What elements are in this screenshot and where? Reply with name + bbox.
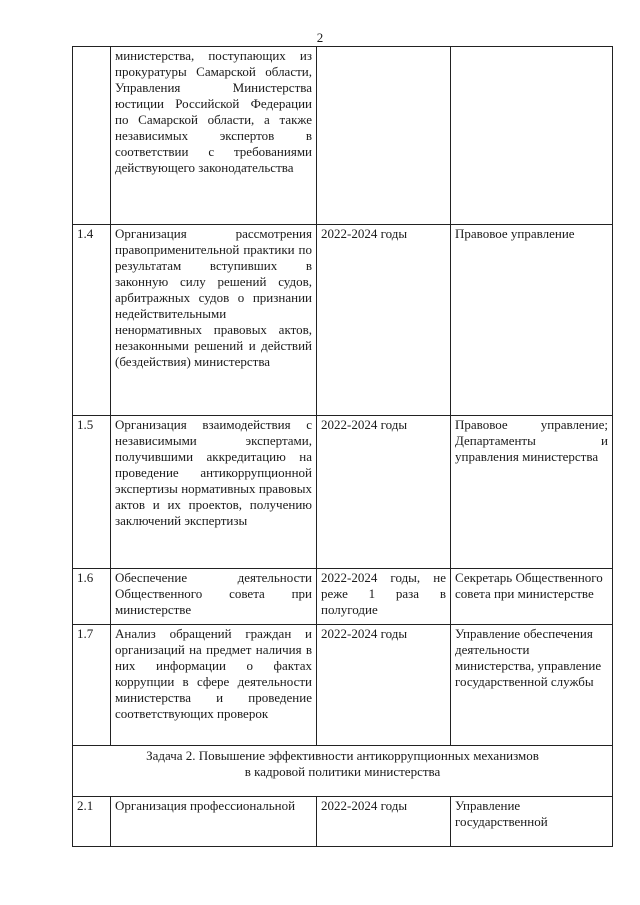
table-row [73,569,613,625]
task-heading-row [73,746,613,797]
row-number: 1.5 [73,416,111,569]
term-cell: 2022-2024 годы [317,797,451,847]
term-cell: 2022-2024 годы [317,625,451,746]
table-row [73,47,613,225]
responsible-cell: Секретарь Общественного совета при министерстве [451,569,613,625]
row-number: 1.7 [73,625,111,746]
activity-cell: министерства, поступающих из прокуратуры Самарской области, Управления Министерства юстиции Российской Федерации по Самарской области, а также независимых экспертов в соответствии с требованиями действующего законодательства [111,47,317,225]
row-number: 2.1 [73,797,111,847]
term-cell [317,47,451,225]
term-cell: 2022-2024 годы [317,225,451,416]
task-heading-line: в кадровой политики министерства [244,764,441,779]
task-heading-line: Задача 2. Повышение эффективности антикоррупционных механизмов [146,748,539,763]
anticorruption-plan-table [72,46,613,847]
task-heading [73,746,613,797]
table-row [73,416,613,569]
responsible-cell [451,47,613,225]
activity-cell: Организация взаимодействия с независимыми экспертами, получившими аккредитацию на проведение антикоррупционной экспертизы нормативных правовых актов и их проектов, получению заключений экспертизы [111,416,317,569]
term-cell: 2022-2024 годы [317,416,451,569]
responsible-cell: Правовое управление [451,225,613,416]
row-number: 1.4 [73,225,111,416]
activity-cell: Организация профессиональной [111,797,317,847]
term-cell: 2022-2024 годы, не реже 1 раза в полугодие [317,569,451,625]
page-number: 2 [316,30,324,45]
responsible-cell: Управление государственной [451,797,613,847]
responsible-cell: Правовое управление; Департаменты и управления министерства [451,416,613,569]
row-number [73,47,111,225]
responsible-cell: Управление обеспечения деятельности министерства, управление государственной службы [451,625,613,746]
activity-cell: Анализ обращений граждан и организаций на предмет наличия в них информации о фактах коррупции в сфере деятельности министерства и проведение соответствующих проверок [111,625,317,746]
table-row [73,225,613,416]
table-row [73,797,613,847]
row-number: 1.6 [73,569,111,625]
activity-cell: Организация рассмотрения правоприменительной практики по результатам вступивших в законную силу решений судов, арбитражных судов о признании недействительными ненормативных правовых актов, незаконными решений и действий (бездействия) министерства [111,225,317,416]
table-row [73,625,613,746]
activity-cell: Обеспечение деятельности Общественного совета при министерстве [111,569,317,625]
